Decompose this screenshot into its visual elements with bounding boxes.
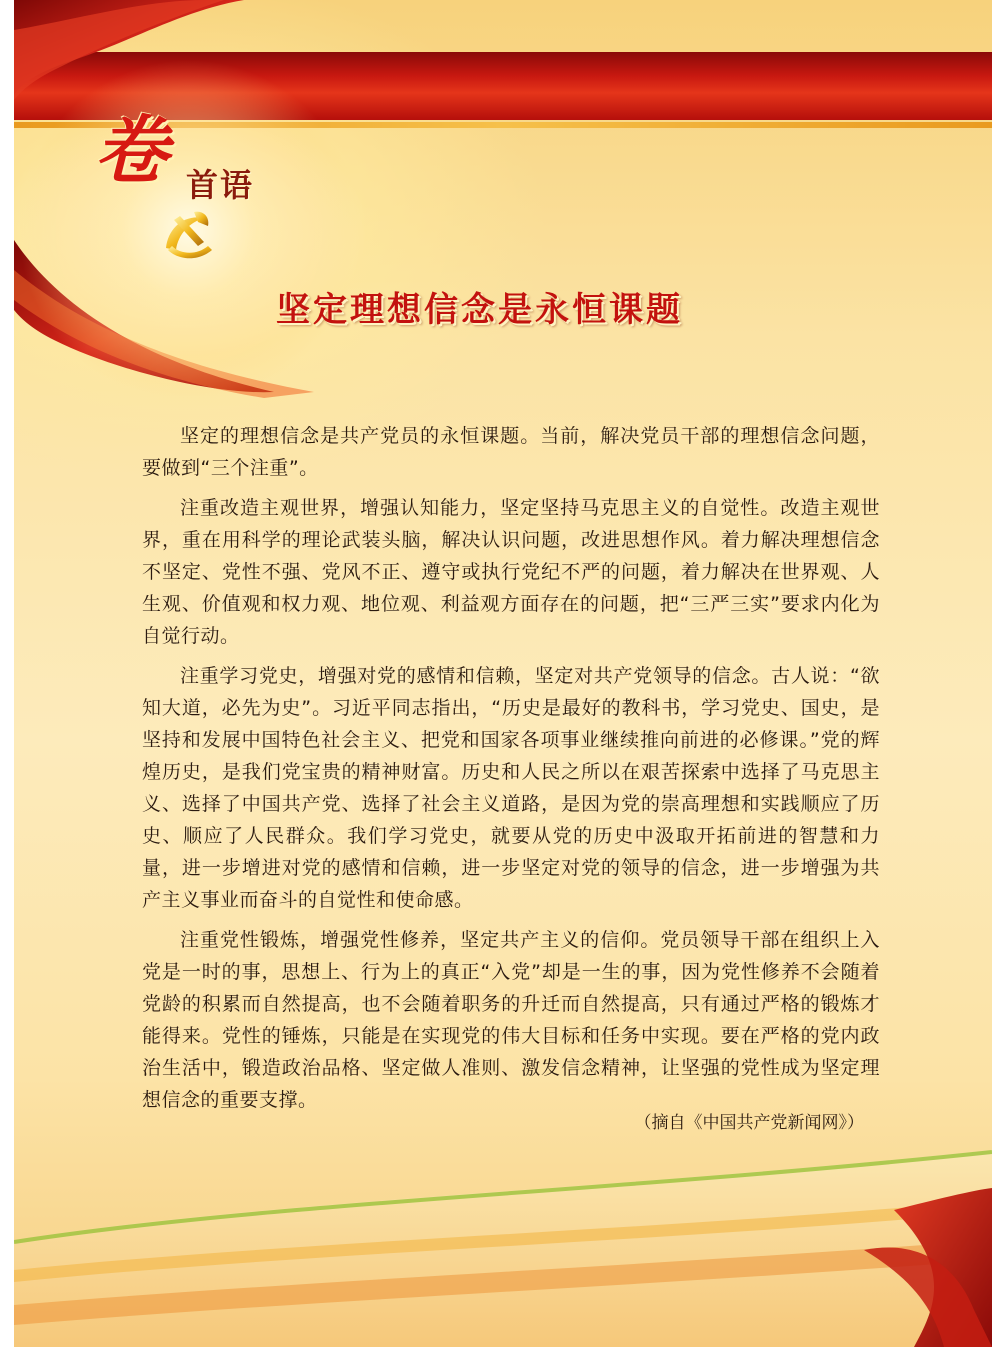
juan-character: 卷 <box>94 108 168 194</box>
page-headline: 坚定理想信念是永恒课题 <box>276 290 683 330</box>
paragraph-1: 坚定的理想信念是共产党员的永恒课题。当前，解决党员干部的理想信念问题，要做到“三个注重”。 <box>142 425 880 479</box>
bottom-wave <box>14 1130 992 1347</box>
paragraph-4: 注重党性锻炼，增强党性修养，坚定共产主义的信仰。党员领导干部在组织上入党是一时的事，思想上、行为上的真正“入党”却是一生的事，因为党性修养不会随着党龄的积累而自然提高，也不会随着职务的升迁而自然提高，只有通过严格的锻炼才能得来。党性的锤炼，只能是在实现党的伟大目标和任务中实现。要在严格的党内政治生活中，锻造政治品格、坚定做人准则、激发信念精神，让坚强的党性成为坚定理想信念的重要支撑。 <box>142 929 880 1111</box>
page <box>14 0 992 1347</box>
shouyu-title: 首语 <box>186 166 255 204</box>
paragraph-2: 注重改造主观世界，增强认知能力，坚定坚持马克思主义的自觉性。改造主观世界，重在用科学的理论武装头脑，解决认识问题，改进思想作风。着力解决理想信念不坚定、党性不强、党风不正、遵守或执行党纪不严的问题，着力解决在世界观、人生观、价值观和权力观、地位观、利益观方面存在的问题，把“三严三实”要求内化为自觉行动。 <box>142 497 880 647</box>
source-citation: （摘自《中国共产党新闻网》） <box>634 1113 864 1133</box>
article-body <box>142 420 880 1124</box>
paragraph-3: 注重学习党史，增强对党的感情和信赖，坚定对共产党领导的信念。古人说：“欲知大道，必先为史”。习近平同志指出，“历史是最好的教科书，学习党史、国史，是坚持和发展中国特色社会主义、把党和国家各项事业继续推向前进的必修课。”党的辉煌历史，是我们党宝贵的精神财富。历史和人民之所以在艰苦探索中选择了马克思主义、选择了中国共产党、选择了社会主义道路，是因为党的崇高理想和实践顺应了历史、顺应了人民群众。我们学习党史，就要从党的历史中汲取开拓前进的智慧和力量，进一步增进对党的感情和信赖，进一步坚定对党的领导的信念，进一步增强为共产主义事业而奋斗的自觉性和使命感。 <box>142 665 880 911</box>
party-emblem-icon <box>154 200 224 270</box>
